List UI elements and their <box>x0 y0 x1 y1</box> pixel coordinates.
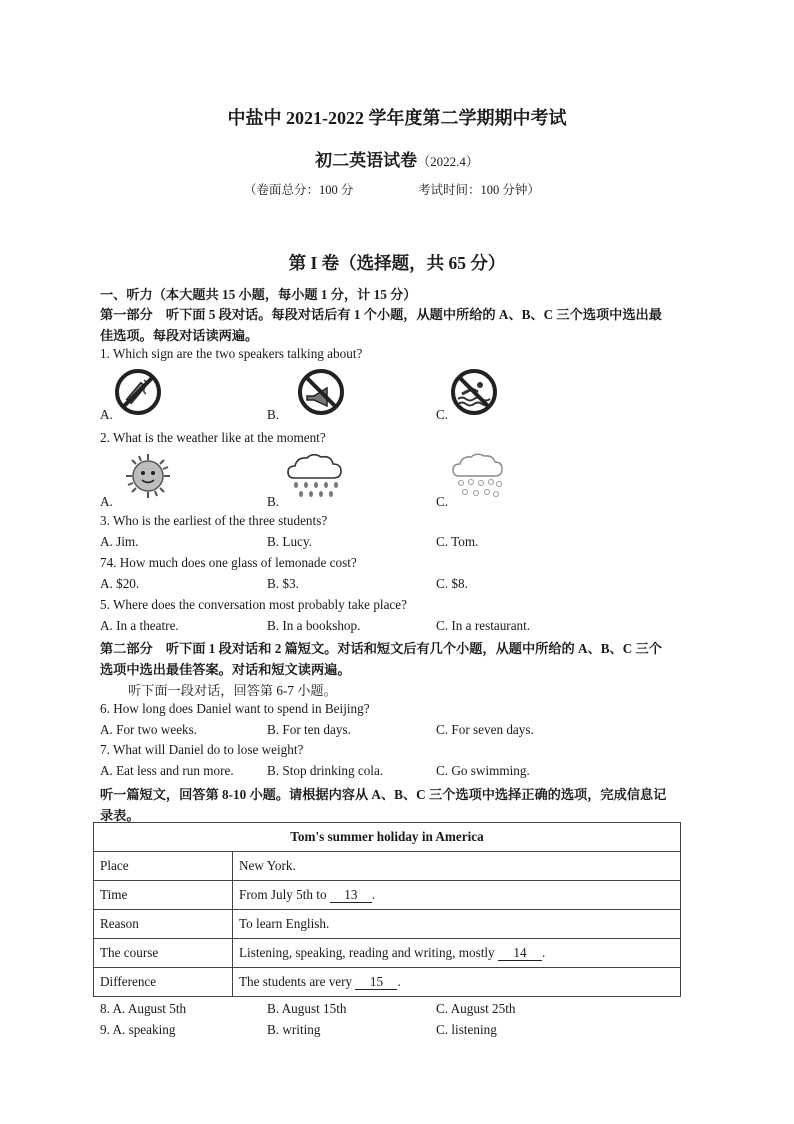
q6-option-c: C. For seven days. <box>436 722 534 737</box>
q2-option-b: B. <box>267 494 280 509</box>
listening-heading: 一、听力（本大题共 15 小题，每小题 1 分，计 15 分） <box>100 287 417 302</box>
q4-option-a: A. $20. <box>100 576 140 591</box>
q3-option-b: B. Lucy. <box>267 534 312 549</box>
q1-text: 1. Which sign are the two speakers talking about? <box>100 346 363 361</box>
part2-dialogue-instruction: 听下面一段对话，回答第 6-7 小题。 <box>128 683 337 698</box>
table-row <box>94 910 681 939</box>
table-row <box>94 968 681 997</box>
q4-option-b: B. $3. <box>267 576 299 591</box>
table-row <box>94 852 681 881</box>
q2-option-c: C. <box>436 494 449 509</box>
part2-instruction-line1: 第二部分 听下面 1 段对话和 2 篇短文。对话和短文后有几个小题，从题中所给的 A、B、C 三个 <box>100 641 662 656</box>
q9-option-c: C. listening <box>436 1022 497 1037</box>
table-row <box>94 939 681 968</box>
answer-blank-15[interactable]: 15 <box>355 975 397 990</box>
row-value-text: New York. <box>239 858 296 873</box>
q2-text: 2. What is the weather like at the moment? <box>100 430 326 445</box>
sun-icon <box>124 452 172 500</box>
exam-time: 考试时间：100 分钟） <box>418 183 540 197</box>
q3-text: 3. Who is the earliest of the three students? <box>100 513 328 528</box>
total-score: （卷面总分：100 分 <box>244 183 354 197</box>
q5-option-b: B. In a bookshop. <box>267 618 361 633</box>
q7-option-a: A. Eat less and run more. <box>100 763 234 778</box>
part1-instruction-line1: 第一部分 听下面 5 段对话。每段对话后有 1 个小题，从题中所给的 A、B、C 三个选项中选出最 <box>100 307 662 322</box>
row-value-end: . <box>541 945 546 960</box>
row-label: Place <box>94 852 233 881</box>
q8-option-a: 8. A. August 5th <box>100 1001 187 1016</box>
row-value <box>233 852 681 881</box>
q8-option-c: C. August 25th <box>436 1001 516 1016</box>
q5-text: 5. Where does the conversation most probably take place? <box>100 597 407 612</box>
row-label: Time <box>94 881 233 910</box>
row-value <box>233 881 681 910</box>
info-record-table <box>93 822 681 997</box>
q3-option-c: C. Tom. <box>436 534 479 549</box>
section-title: 第 I 卷（选择题，共 65 分） <box>288 253 506 273</box>
row-value-text: From July 5th to <box>239 887 330 902</box>
part2-instruction-line2: 选项中选出最佳答案。对话和短文读两遍。 <box>100 662 351 677</box>
q7-option-b: B. Stop drinking cola. <box>267 763 384 778</box>
q7-option-c: C. Go swimming. <box>436 763 530 778</box>
row-value <box>233 939 681 968</box>
answer-blank-13[interactable]: 13 <box>330 888 372 903</box>
q9-option-b: B. writing <box>267 1022 321 1037</box>
no-swimming-icon <box>450 368 498 416</box>
subtitle-text: 初二英语试卷 <box>315 151 418 170</box>
q5-option-a: A. In a theatre. <box>100 618 179 633</box>
q6-option-a: A. For two weeks. <box>100 722 198 737</box>
q1-option-c: C. <box>436 407 449 422</box>
q8-option-b: B. August 15th <box>267 1001 347 1016</box>
subtitle-date: （2022.4） <box>417 154 479 169</box>
row-value-end: . <box>371 887 376 902</box>
no-smoking-icon <box>114 368 162 416</box>
q1-option-a: A. <box>100 407 113 422</box>
rain-cloud-icon <box>284 452 346 500</box>
row-value <box>233 910 681 939</box>
row-label: Reason <box>94 910 233 939</box>
no-horn-icon <box>297 368 345 416</box>
table-row <box>94 881 681 910</box>
q3-option-a: A. Jim. <box>100 534 139 549</box>
row-value <box>233 968 681 997</box>
row-label: Difference <box>94 968 233 997</box>
q9-option-a: 9. A. speaking <box>100 1022 176 1037</box>
q4-option-c: C. $8. <box>436 576 468 591</box>
q1-option-b: B. <box>267 407 280 422</box>
table-title: Tom's summer holiday in America <box>94 823 681 852</box>
q7-text: 7. What will Daniel do to lose weight? <box>100 742 304 757</box>
snow-cloud-icon <box>449 452 507 500</box>
q6-option-b: B. For ten days. <box>267 722 351 737</box>
row-value-text: To learn English. <box>239 916 330 931</box>
row-value-end: . <box>397 974 401 989</box>
q2-option-a: A. <box>100 494 113 509</box>
row-value-text: Listening, speaking, reading and writing, mostly <box>239 945 498 960</box>
row-value-text: The students are very <box>239 974 356 989</box>
q6-text: 6. How long does Daniel want to spend in Beijing? <box>100 701 370 716</box>
q4-text: 74. How much does one glass of lemonade cost? <box>100 555 357 570</box>
exam-title: 中盐中 2021-2022 学年度第二学期期中考试 <box>227 108 567 128</box>
exam-subtitle <box>0 146 794 171</box>
answer-blank-14[interactable]: 14 <box>498 946 542 961</box>
passage-instruction-line2: 录表。 <box>100 808 140 823</box>
passage-instruction-line1: 听一篇短文，回答第 8-10 小题。请根据内容从 A、B、C 三个选项中选择正确的选项，完成信息记 <box>100 787 667 802</box>
q5-option-c: C. In a restaurant. <box>436 618 531 633</box>
table-header-row <box>94 823 681 852</box>
part1-instruction-line2: 佳选项。每段对话读两遍。 <box>100 328 259 343</box>
row-label: The course <box>94 939 233 968</box>
